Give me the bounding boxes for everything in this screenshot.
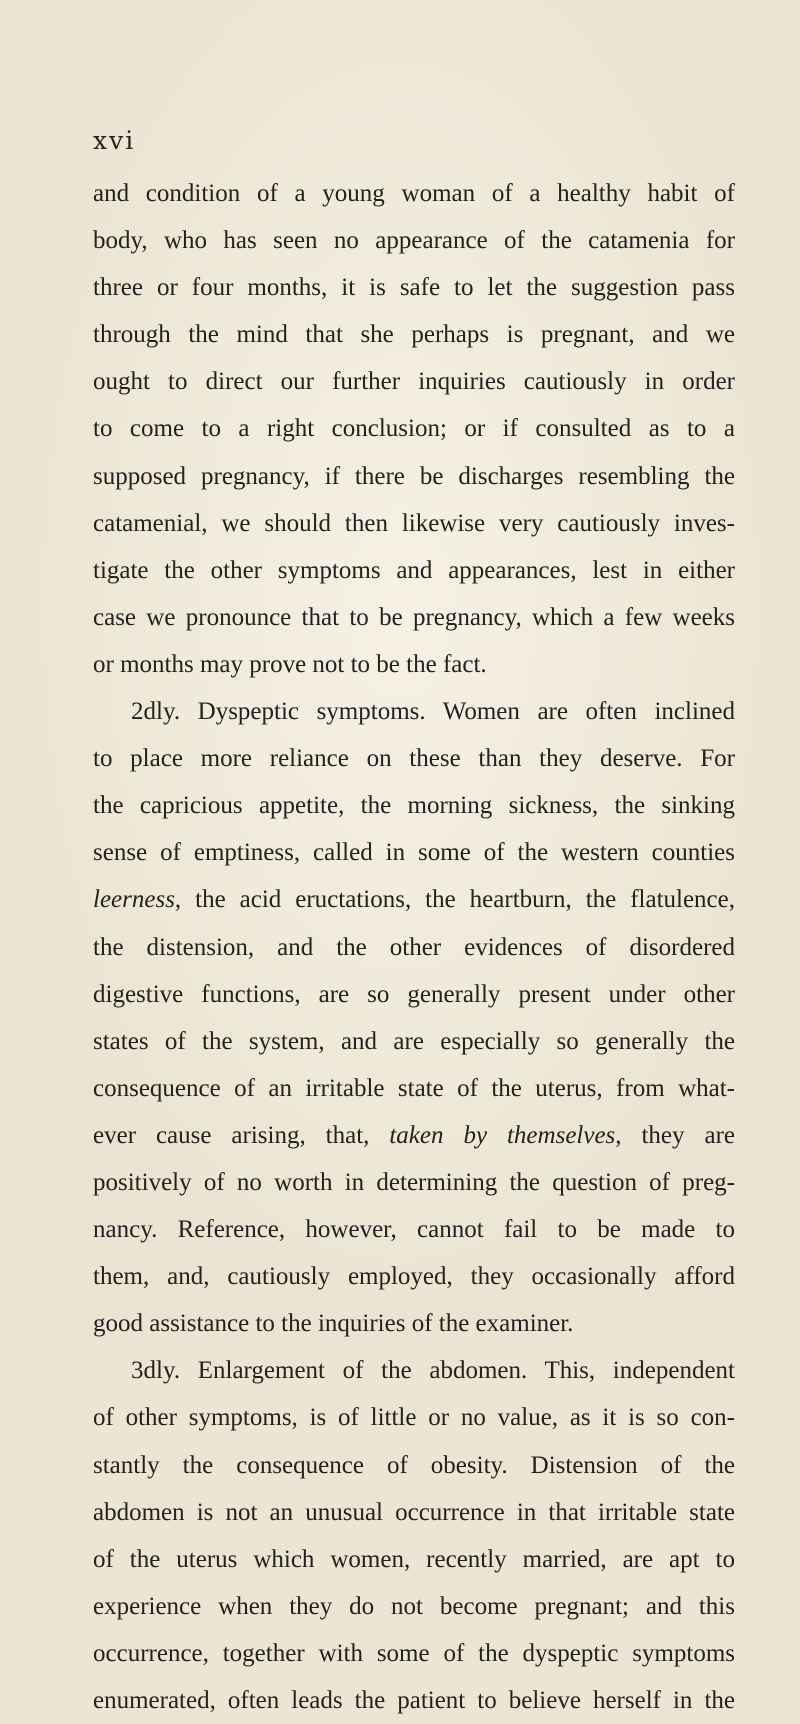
- text-line: supposed pregnancy, if there be discharges resembling the: [93, 462, 735, 490]
- paragraph-end-line: good assistance to the inquiries of the examiner.: [93, 1310, 574, 1338]
- text-line: occurrence, together with some of the dyspeptic symptoms: [93, 1639, 735, 1667]
- text-line: body, who has seen no appearance of the catamenia for: [93, 227, 735, 255]
- text-line: enumerated, often leads the patient to believe herself in the: [93, 1687, 735, 1714]
- text-line: and condition of a young woman of a healthy habit of: [93, 180, 735, 207]
- text-line: [93, 1112, 735, 1159]
- text-line: to come to a right conclusion; or if consulted as to a: [93, 415, 735, 443]
- paragraph-start-line: 2dly. Dyspeptic symptoms. Women are often inclined: [131, 698, 735, 726]
- text-line: digestive functions, are so generally present under other: [93, 980, 735, 1008]
- page-number: xvi: [93, 126, 136, 155]
- paragraph-start-line: 3dly. Enlargement of the abdomen. This, independent: [131, 1357, 735, 1385]
- text-line: sense of emptiness, called in some of the western counties: [93, 839, 735, 867]
- text-line: abdomen is not an unusual occurrence in that irritable state: [93, 1498, 735, 1526]
- text-line: the capricious appetite, the morning sickness, the sinking: [93, 792, 735, 820]
- line-text-before: ever cause arising, that,: [93, 1121, 390, 1149]
- text-line: case we pronounce that to be pregnancy, which a few weeks: [93, 603, 735, 631]
- text-line: three or four months, it is safe to let the suggestion pass: [93, 274, 735, 302]
- text-line: the distension, and the other evidences of disordered: [93, 933, 735, 961]
- text-line: tigate the other symptoms and appearances, lest in either: [93, 556, 735, 584]
- line-text-after: , they are: [615, 1121, 735, 1149]
- text-line: them, and, cautiously employed, they occasionally afford: [93, 1263, 735, 1291]
- text-line: catamenial, we should then likewise very cautiously inves-: [93, 509, 735, 537]
- text-line: positively of no worth in determining the question of preg-: [93, 1168, 735, 1196]
- italic-term: leerness: [93, 886, 175, 914]
- text-line: of the uterus which women, recently married, are apt to: [93, 1545, 735, 1573]
- text-line: stantly the consequence of obesity. Distension of the: [93, 1451, 735, 1479]
- line-text-after: , the acid eructations, the heartburn, the flatulence,: [174, 886, 735, 914]
- text-line: to place more reliance on these than they deserve. For: [93, 745, 735, 773]
- text-line: of other symptoms, is of little or no value, as it is so con-: [93, 1404, 735, 1432]
- text-line: states of the system, and are especially so generally the: [93, 1027, 735, 1055]
- body-text: [93, 170, 735, 1724]
- text-line: through the mind that she perhaps is pregnant, and we: [93, 321, 735, 349]
- italic-phrase: taken by themselves: [389, 1121, 616, 1149]
- text-line: ought to direct our further inquiries cautiously in order: [93, 368, 735, 396]
- text-line: nancy. Reference, however, cannot fail to be made to: [93, 1216, 735, 1244]
- text-line: [93, 876, 735, 923]
- paragraph-end-line: or months may prove not to be the fact.: [93, 650, 487, 678]
- text-line: experience when they do not become pregnant; and this: [93, 1592, 735, 1620]
- text-line: consequence of an irritable state of the uterus, from what-: [93, 1074, 735, 1102]
